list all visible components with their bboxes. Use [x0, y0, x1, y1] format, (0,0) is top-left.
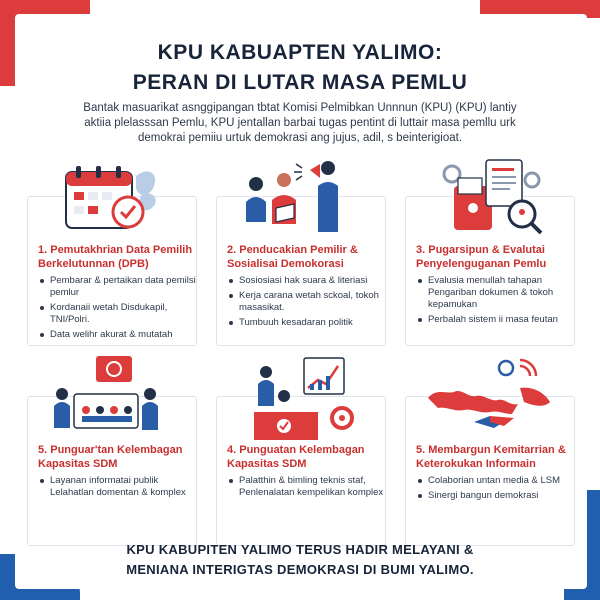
card-title: 4. Punguatan Kelembagan Kapasitas SDM [227, 444, 365, 470]
card-bullet-list [38, 475, 196, 502]
list-item: Evalusia menullah tahapan Pengariban dokumen & tokoh kepamukan [416, 275, 574, 311]
intro-paragraph: Bantak masuarikat asnggipangan tbtat Komisi Pelmibkan Unnnun (KPU) (KPU) lantiy aktiia plelasssan Pemlu, KPU jentallan barbai tugas pentint di luttair masa pemllu urk demokrai pemiiu urtuk demokrasi ang jujus, adil, s beinterigioat. [83, 102, 517, 144]
card-title: 5. Membargun Kemitarrian & Keterokukan Informain [416, 444, 566, 470]
list-item: Tumbuuh kesadaran politik [227, 317, 385, 329]
card-title: 3. Pugarsipun & Evalutai Penyelenguganan Pemlu [416, 244, 547, 270]
archive-search-icon [436, 154, 548, 236]
card-title: 5. Punguar'tan Kelembagan Kapasitas SDM [38, 444, 183, 470]
list-item: Sinergi bangun demokrasi [416, 490, 574, 502]
list-item: Kerja carana wetah sckoal, tokoh masasikat. [227, 290, 385, 314]
list-item: Perbalah sistem ii masa feutan [416, 314, 574, 326]
map-handshake-icon [424, 358, 554, 438]
closing-line-1: KPU KABUPITEN YALIMO TERUS HADIR MELAYANI & [126, 542, 474, 557]
presenter-chart-icon [250, 356, 360, 440]
calendar-check-icon [52, 158, 162, 238]
title-line-1: KPU KABUAPTEN YALIMO: [157, 41, 443, 64]
list-item: Data welihr akurat & mutatah [38, 329, 196, 341]
card-bullet-list [227, 475, 385, 502]
closing-line-2: MENIANA INTERIGTAS DEMOKRASI DI BUMI YALIMO. [126, 562, 474, 577]
card-title: 1. Pemutakhrian Data Pemilih Berkelutunnan (DPB) [38, 244, 193, 270]
card-bullet-list [416, 275, 574, 329]
training-room-icon [52, 354, 164, 438]
card-bullet-list [38, 275, 196, 344]
people-megaphone-icon [240, 152, 360, 238]
list-item: Layanan informatai publik Lelahatlan domentan & komplex [38, 475, 196, 499]
list-item: Palatthin & bimling teknis staf, Penlenalatan kempelikan komplex [227, 475, 385, 499]
card-bullet-list [416, 475, 574, 505]
poster-title [0, 38, 600, 98]
list-item: Kordanaii wetah Disdukapil, TNI/Polri. [38, 302, 196, 326]
card-title: 2. Penducakian Pemilir & Sosialisai Demokorasi [227, 244, 358, 270]
card-bullet-list [227, 275, 385, 332]
title-line-2: PERAN DI LUTAR MASA PEMLU [132, 71, 468, 94]
list-item: Sosiosiasi hak suara & literiasi [227, 275, 385, 287]
closing-statement [0, 540, 600, 580]
list-item: Pembarar & pertaikan data pemilsi pemlur [38, 275, 196, 299]
list-item: Colaborian untan media & LSM [416, 475, 574, 487]
